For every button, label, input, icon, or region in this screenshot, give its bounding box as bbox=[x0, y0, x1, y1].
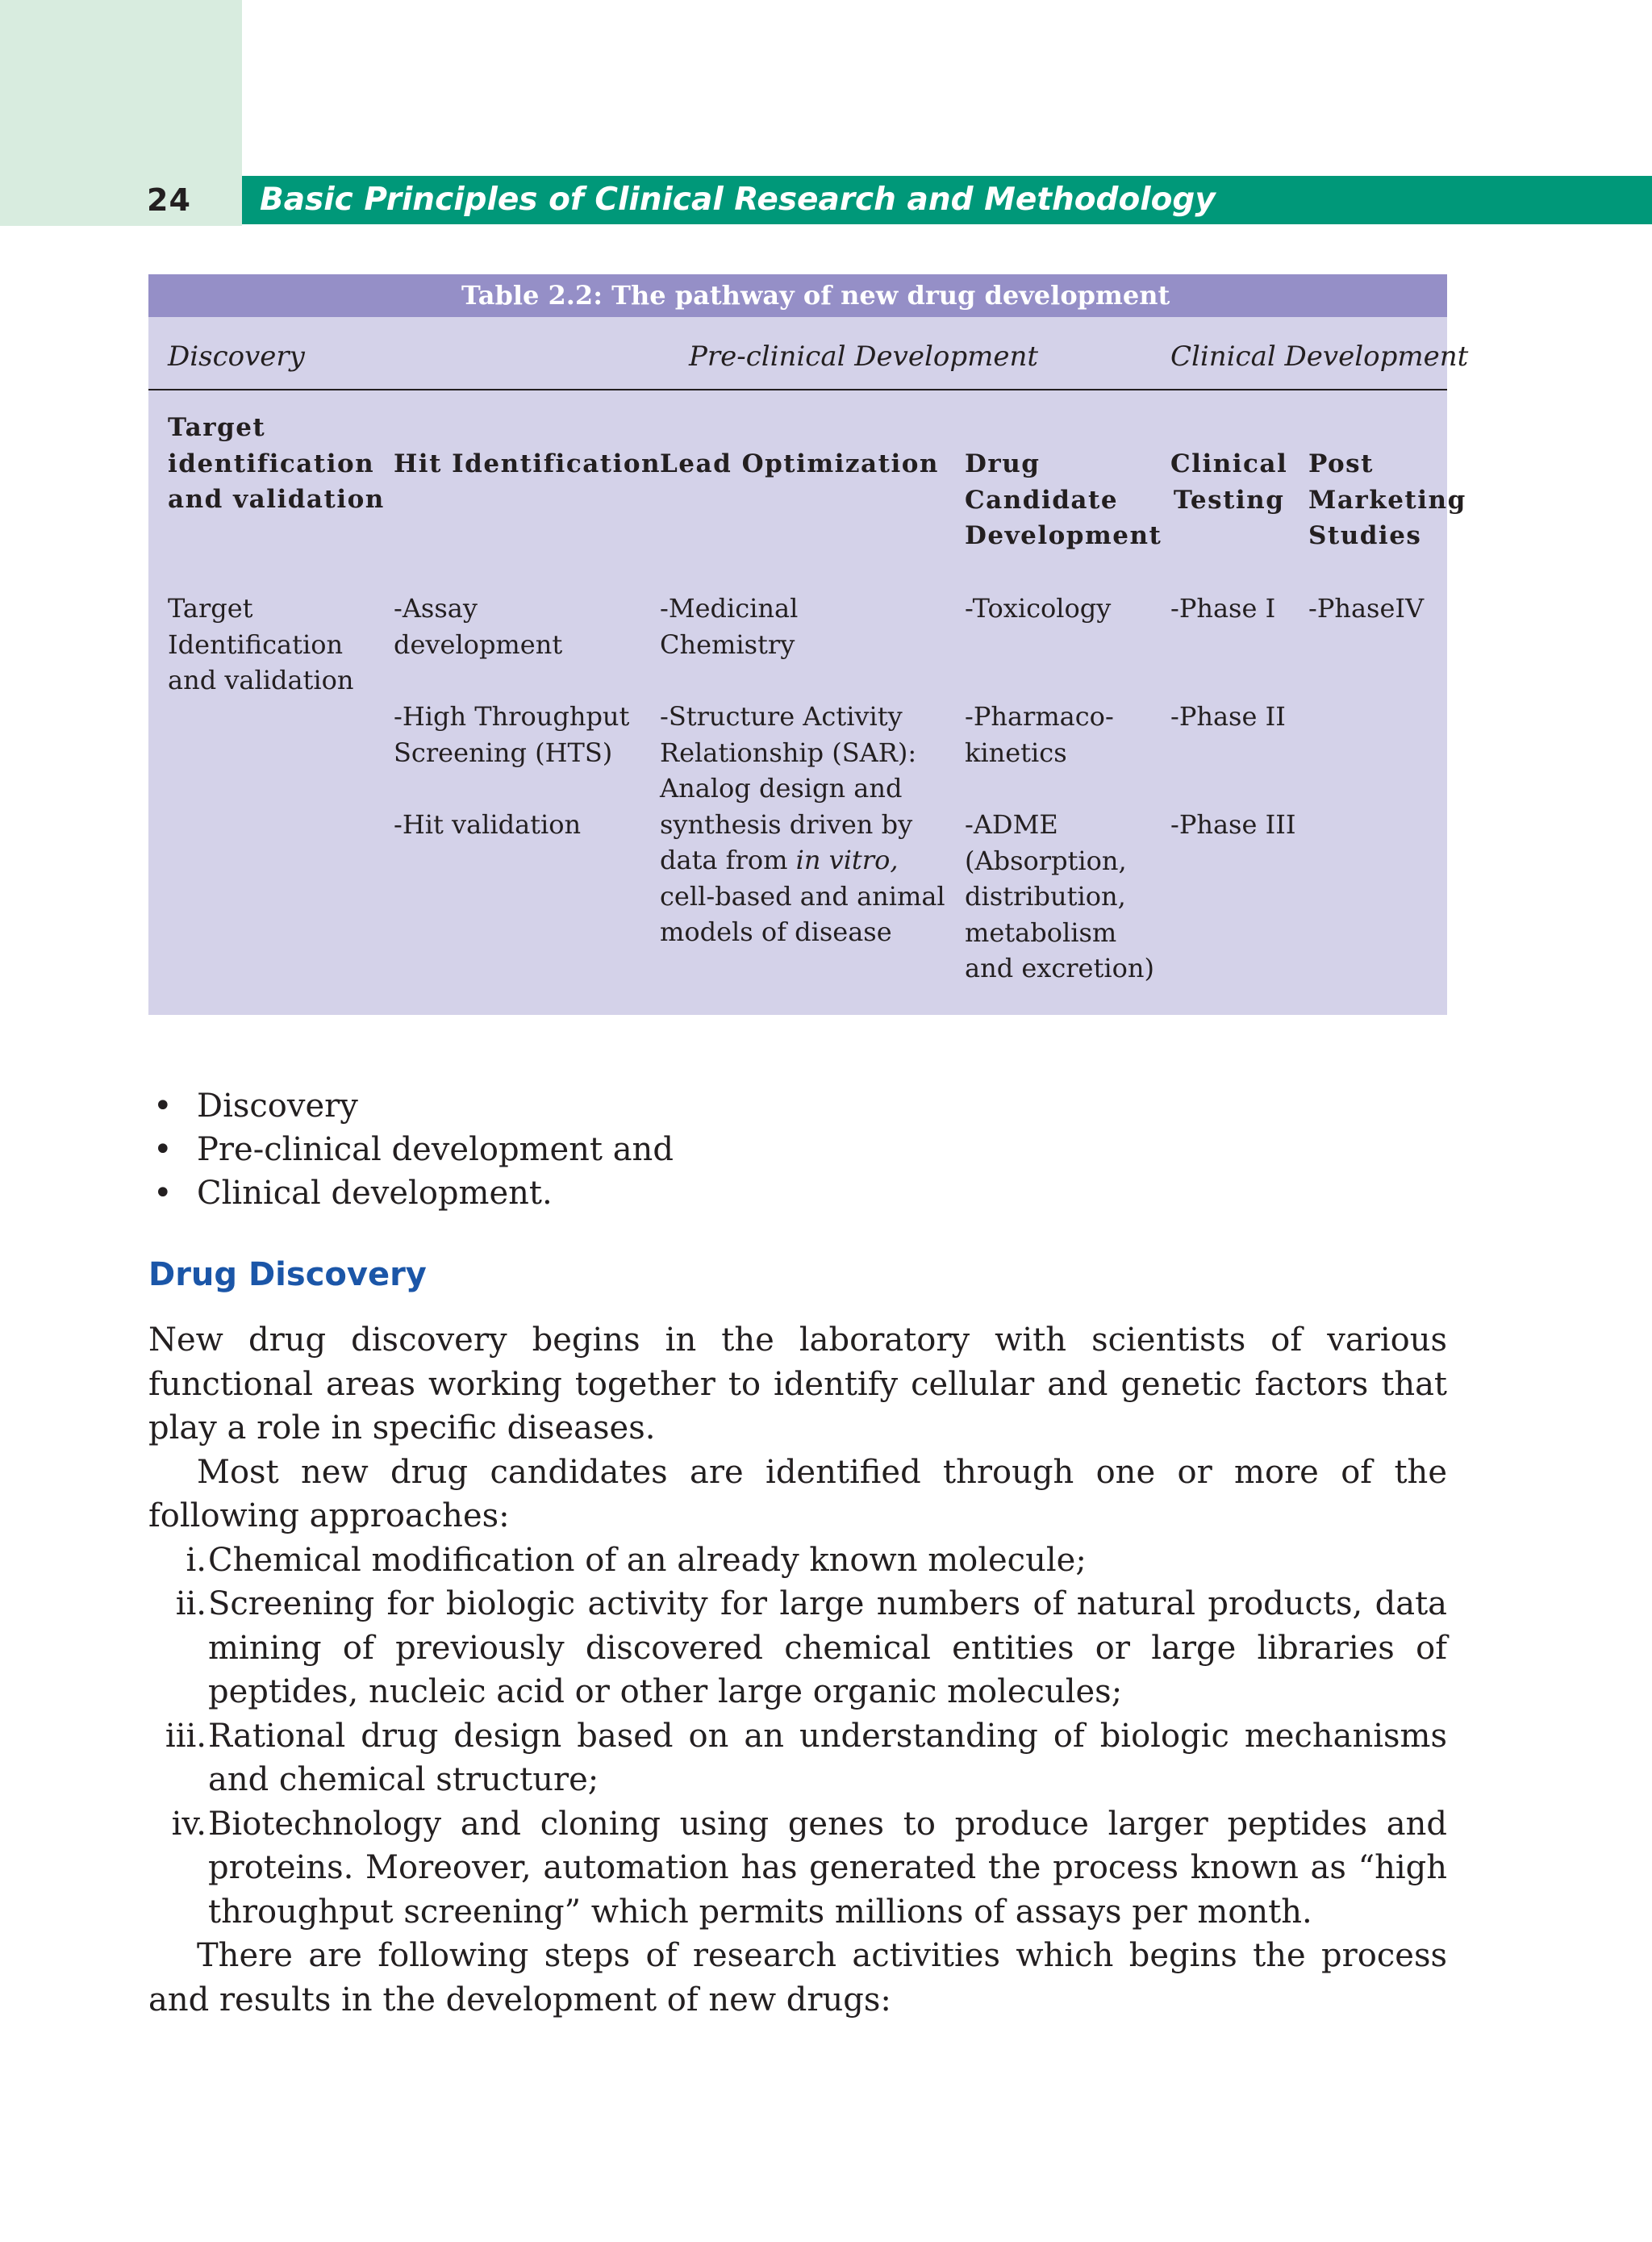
list-item bbox=[148, 1802, 1447, 1935]
section-body bbox=[148, 1318, 1447, 2022]
list-item-text: Discovery bbox=[197, 1088, 358, 1125]
cell-hit-3 bbox=[394, 807, 581, 843]
list-item bbox=[148, 1084, 674, 1128]
cell-line: -Medicinal bbox=[660, 593, 799, 624]
corner-accent-block bbox=[0, 0, 242, 226]
col-head-post bbox=[1308, 446, 1466, 554]
cell-line: Relationship (SAR): bbox=[660, 737, 917, 768]
cell-line: distribution, bbox=[965, 881, 1126, 912]
col-head-lead bbox=[660, 446, 939, 482]
stage-preclinical: Pre-clinical Development bbox=[689, 340, 1039, 373]
cell-post-1: -PhaseIV bbox=[1308, 593, 1425, 624]
col-head-line: and validation bbox=[168, 485, 385, 514]
col-head-line: Marketing bbox=[1308, 485, 1466, 515]
cell-text: data from bbox=[660, 845, 796, 875]
col-head-line: Target bbox=[168, 413, 266, 442]
col-head-line: Testing bbox=[1173, 485, 1285, 515]
list-item-text: Chemical modification of an already known molecule; bbox=[208, 1541, 1087, 1579]
approaches-list bbox=[148, 1539, 1447, 1935]
cell-line: synthesis driven by bbox=[660, 808, 913, 840]
list-number: ii. bbox=[175, 1585, 206, 1622]
col-head-line: Post bbox=[1308, 449, 1374, 478]
bullet-icon: • bbox=[153, 1131, 173, 1168]
list-number: i. bbox=[186, 1541, 206, 1579]
cell-line: kinetics bbox=[965, 737, 1067, 768]
cell-line: Chemistry bbox=[660, 628, 795, 660]
list-number: iv. bbox=[171, 1805, 206, 1843]
page-number: 24 bbox=[147, 182, 191, 218]
cell-line: -Pharmaco- bbox=[965, 701, 1114, 732]
list-item bbox=[148, 1171, 674, 1215]
cell-line: -Assay bbox=[394, 593, 478, 624]
cell-line: and excretion) bbox=[965, 953, 1154, 983]
col-head-line: Clinical bbox=[1170, 449, 1288, 478]
cell-drug-3 bbox=[965, 807, 1154, 987]
cell-hit-1 bbox=[394, 591, 562, 662]
list-number: iii. bbox=[165, 1717, 206, 1755]
cell-line: Analog design and bbox=[660, 773, 903, 804]
list-item bbox=[148, 1128, 674, 1171]
table-caption: Table 2.2: The pathway of new drug development bbox=[148, 274, 1447, 317]
list-item-text: Pre-clinical development and bbox=[197, 1131, 674, 1168]
col-head-target bbox=[168, 410, 385, 518]
cell-line: models of disease bbox=[660, 916, 892, 947]
list-item bbox=[148, 1714, 1447, 1802]
stage-clinical: Clinical Development bbox=[1170, 340, 1469, 373]
cell-lead-1 bbox=[660, 591, 798, 662]
list-item-text: Clinical development. bbox=[197, 1175, 553, 1212]
list-item bbox=[148, 1539, 1447, 1583]
col-head-hit bbox=[394, 446, 661, 482]
cell-line bbox=[660, 842, 945, 879]
cell-line: -Hit validation bbox=[394, 809, 582, 840]
col-head-line: Hit Identification bbox=[394, 449, 661, 478]
cell-drug-1 bbox=[965, 591, 1111, 627]
cell-line: Screening (HTS) bbox=[394, 737, 613, 768]
stages-bullet-list bbox=[148, 1084, 674, 1215]
list-item bbox=[148, 1582, 1447, 1714]
paragraph: Most new drug candidates are identified through one or more of the following approaches: bbox=[148, 1453, 1447, 1534]
cell-clinical-3: -Phase III bbox=[1170, 809, 1296, 840]
col-head-line: Lead Optimization bbox=[660, 449, 939, 478]
cell-lead-2 bbox=[660, 699, 945, 950]
col-head-line: Studies bbox=[1308, 521, 1422, 550]
cell-clinical-1: -Phase I bbox=[1170, 593, 1276, 624]
cell-hit-2 bbox=[394, 699, 629, 770]
bullet-icon: • bbox=[153, 1088, 173, 1125]
section-heading: Drug Discovery bbox=[148, 1256, 427, 1293]
cell-target-1 bbox=[168, 591, 354, 699]
cell-italic-text: in vitro, bbox=[795, 845, 899, 875]
cell-line: Identification bbox=[168, 628, 344, 660]
cell-line: and validation bbox=[168, 665, 354, 695]
col-head-line: Development bbox=[965, 521, 1162, 550]
paragraph: New drug discovery begins in the laboratory with scientists of various functional areas working together to identify cellular and genetic factors that play a role in specific diseases. bbox=[148, 1321, 1447, 1447]
cell-clinical-2: -Phase II bbox=[1170, 701, 1286, 732]
stage-divider bbox=[148, 389, 1447, 390]
col-head-drug bbox=[965, 446, 1162, 554]
list-item-text: Rational drug design based on an understanding of biologic mechanisms and chemical structure; bbox=[208, 1717, 1447, 1798]
col-head-clinical bbox=[1170, 446, 1287, 518]
col-head-line: Candidate bbox=[965, 485, 1119, 515]
list-item-text: Biotechnology and cloning using genes to produce larger peptides and proteins. Moreover, automation has generated the process known as “high throughput screening” which permits millions of assays per month. bbox=[208, 1805, 1447, 1931]
bullet-icon: • bbox=[153, 1175, 173, 1212]
col-head-line: Drug bbox=[965, 449, 1041, 478]
cell-line: metabolism bbox=[965, 916, 1117, 948]
cell-line: (Absorption, bbox=[965, 845, 1127, 876]
col-head-line: identification bbox=[168, 449, 375, 478]
paragraph: There are following steps of research activities which begins the process and results in the development of new drugs: bbox=[148, 1937, 1447, 2019]
cell-line: -Structure Activity bbox=[660, 701, 903, 732]
list-item-text: Screening for biologic activity for large numbers of natural products, data mining of previously discovered chemical entities or large libraries of peptides, nucleic acid or other large organic molecules; bbox=[208, 1585, 1447, 1710]
cell-line: cell-based and animal bbox=[660, 880, 945, 912]
cell-line: Target bbox=[168, 593, 253, 624]
cell-line: -High Throughput bbox=[394, 701, 630, 732]
cell-line: -Toxicology bbox=[965, 593, 1112, 624]
cell-drug-2 bbox=[965, 699, 1114, 770]
stage-discovery: Discovery bbox=[168, 340, 305, 373]
cell-line: development bbox=[394, 628, 563, 660]
running-title: Basic Principles of Clinical Research and Methodology bbox=[260, 182, 1216, 218]
cell-line: -ADME bbox=[965, 809, 1058, 840]
